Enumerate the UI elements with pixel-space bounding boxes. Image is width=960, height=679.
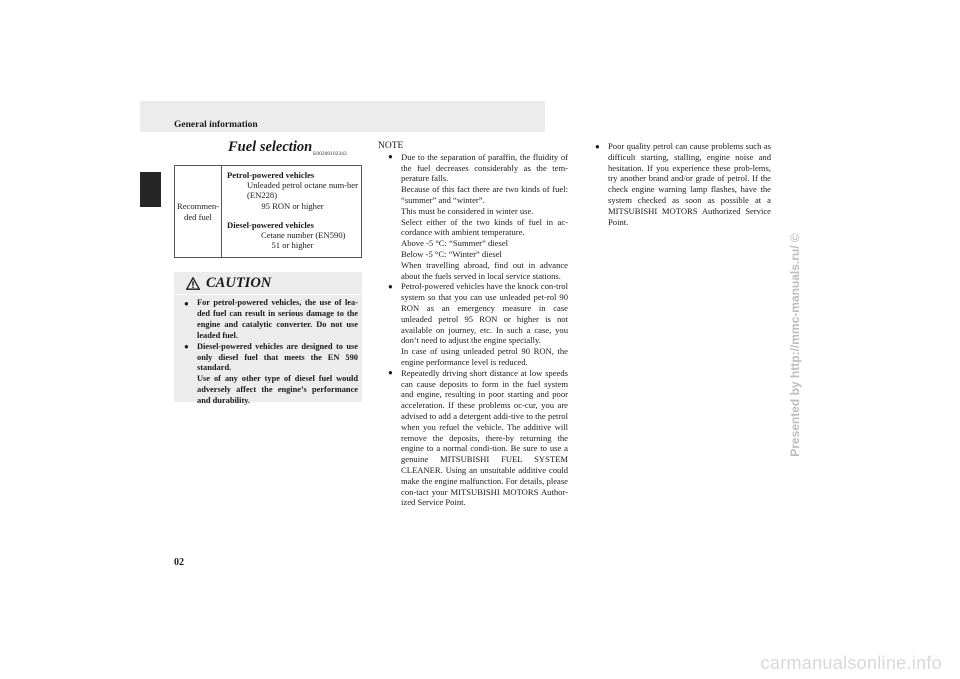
note-column-continued [585, 141, 771, 227]
bullet-icon: ● [388, 152, 393, 162]
note-label: NOTE [378, 141, 404, 151]
section-header-title: General information [174, 120, 258, 130]
fuel-selection-title: Fuel selection [228, 139, 313, 155]
petrol-spec: Unleaded petrol octane num-ber (EN228) [247, 180, 358, 201]
bullet-icon: ● [184, 298, 189, 308]
caution-box [174, 272, 362, 406]
caution-list [174, 298, 358, 407]
diesel-heading: Diesel-powered vehicles [227, 219, 314, 230]
caution-item: ● For petrol-powered vehicles, the use of lea-ded fuel can result in serious damage to the engine and catalytic converter. Do not use leaded fuel. [184, 298, 358, 340]
petrol-value: 95 RON or higher [261, 200, 324, 211]
bullet-icon: ● [184, 342, 189, 352]
table-label: Recommen-ded fuel [175, 166, 222, 257]
note-item: ● Petrol-powered vehicles have the knock con-trol system so that you can use unleaded pet-rol 90 RON as an emergency measure in case unleaded petrol 95 RON or higher is not available on journey, etc. In such a case, you don’t need to adjust the engine specially. In case of using unleaded petrol 90 RON, the engine performance level is reduced. [388, 281, 568, 367]
side-watermark: Presented by http://mmc-manuals.ru/ © [788, 233, 802, 457]
note-item: ● Poor quality petrol can cause problems such as difficult starting, stalling, engine noise and hesitation. If you experience these prob-lems, try another brand and/or grade of petrol. If the check engine warning lamp flashes, have the system checked as soon as possible at a MITSUBISHI MOTORS Authorized Service Point. [595, 141, 771, 227]
diesel-value: 51 or higher [271, 240, 314, 251]
note-item: ● Due to the separation of paraffin, the fluidity of the fuel decreases considerably as the tem-perature falls. Because of this fact there are two kinds of fuel: “summer” and “winter”. This must be considered in winter use. Select either of the two kinds of fuel in ac-cordance with ambient temperature. Above -5 °C: “Summer” diesel Below -5 °C: “Winter” diesel When travelling abroad, find out in advance about the fuels served in local service stations. [388, 151, 568, 281]
fuel-selection-code: E00200102343 [313, 151, 347, 157]
chapter-tab [140, 172, 161, 207]
caution-header [174, 272, 362, 295]
bullet-icon: ● [388, 368, 393, 378]
diesel-spec: Cetane number (EN590) [261, 230, 346, 241]
table-body [227, 170, 358, 250]
bullet-icon: ● [595, 141, 600, 151]
recommended-fuel-table [174, 165, 362, 258]
caution-item: ● Diesel-powered vehicles are designed to use only diesel fuel that meets the EN 590 standard. Use of any other type of diesel fuel would adversely affect the engine’s performance and durability. [184, 341, 358, 406]
warning-triangle-icon [186, 277, 200, 290]
bullet-icon: ● [388, 281, 393, 291]
page-number: 02 [174, 557, 184, 568]
note-item: ● Repeatedly driving short distance at low speeds can cause deposits to form in the fuel system and engine, resulting in poor starting and poor acceleration. If these problems oc-cur, you are advised to add a detergent addi-tive to the petrol when you refuel the vehicle. The additive will remove the deposits, there-by returning the engine to a normal condi-tion. Be sure to use a genuine MITSUBISHI FUEL SYSTEM CLEANER. Using an unsuitable additive could make the engine malfunction. For details, please con-tact your MITSUBISHI MOTORS Author-ized Service Point. [388, 367, 568, 508]
site-watermark: carmanualsonline.info [760, 653, 942, 673]
note-column [378, 141, 568, 508]
caution-title: CAUTION [206, 275, 272, 291]
petrol-heading: Petrol-powered vehicles [227, 170, 315, 180]
